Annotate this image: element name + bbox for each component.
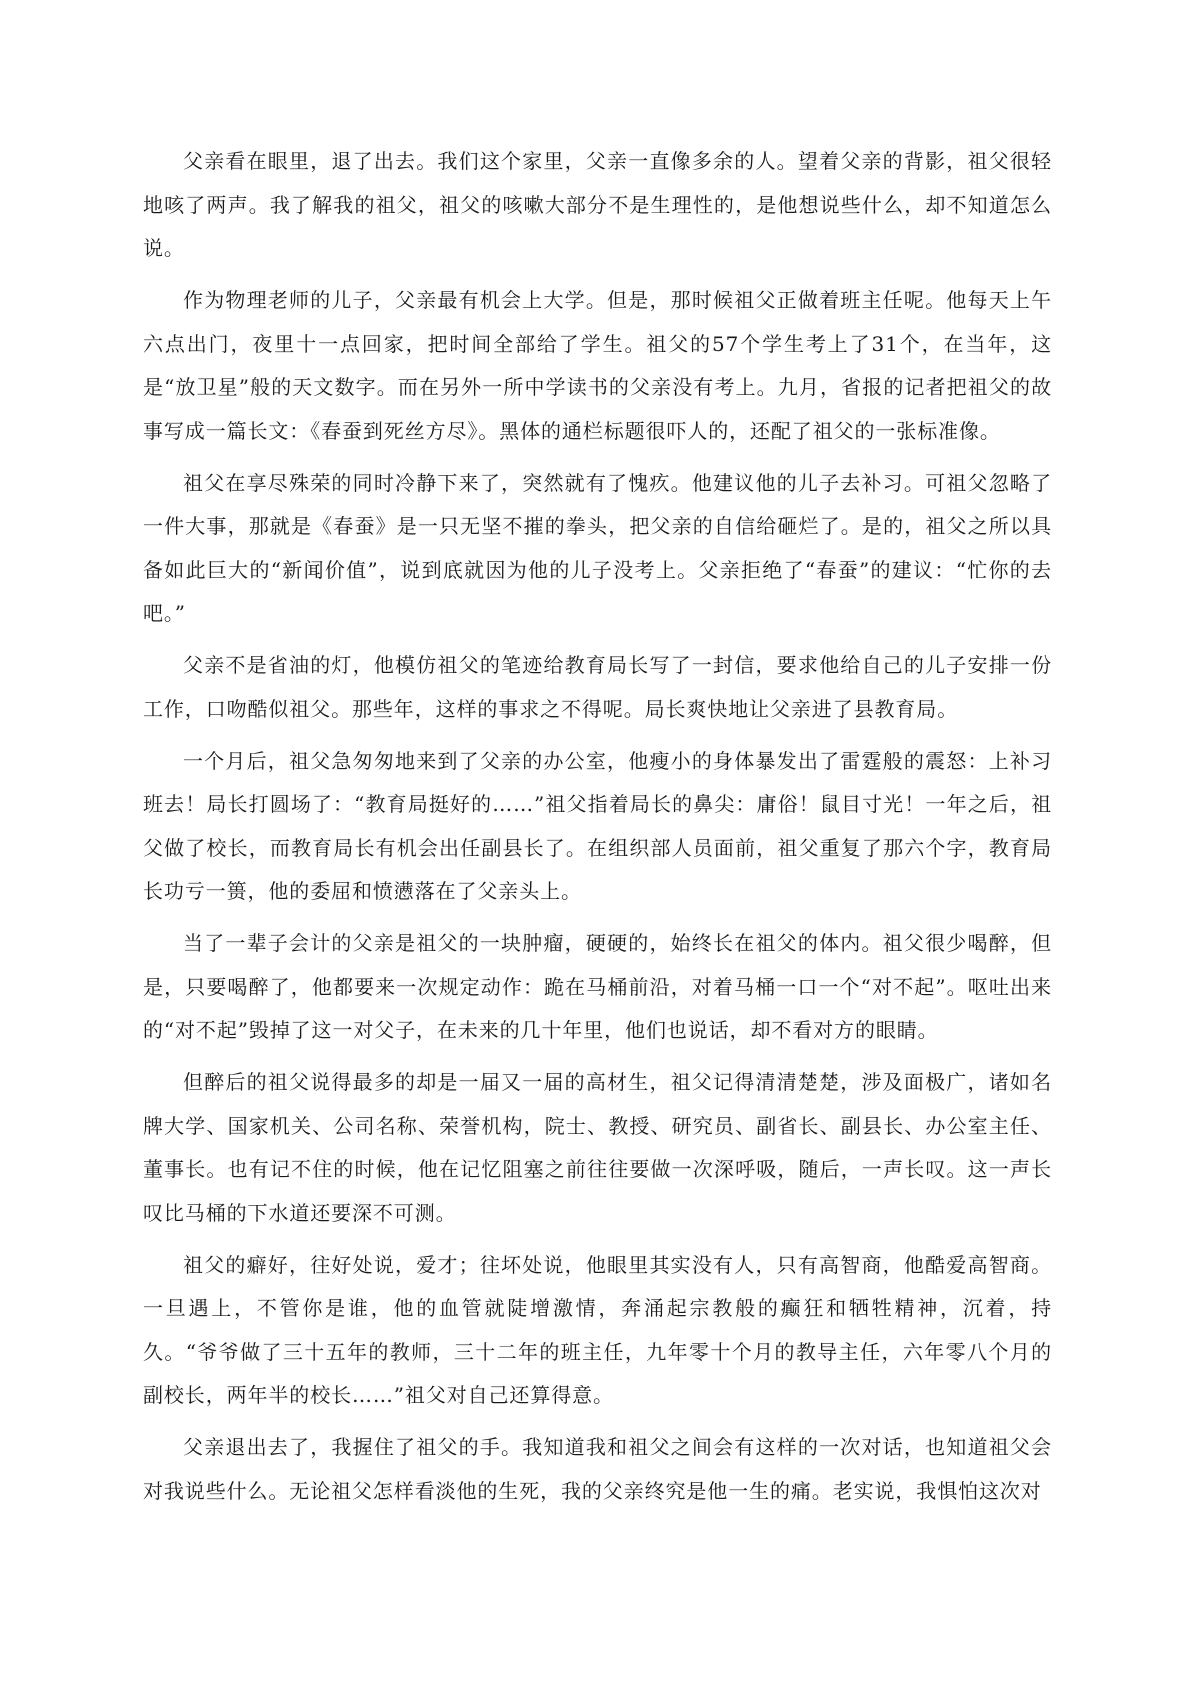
paragraph: 父亲退出去了，我握住了祖父的手。我知道我和祖父之间会有这样的一次对话，也知道祖父会对我说些什么。无论祖父怎样看淡他的生死，我的父亲终究是他一生的痛。老实说，我惧怕这次对: [143, 1435, 1052, 1503]
paragraph: 作为物理老师的儿子，父亲最有机会上大学。但是，那时候祖父正做着班主任呢。他每天上午六点出门，夜里十一点回家，把时间全部给了学生。祖父的57个学生考上了31个，在当年，这是“放卫星”般的天文数字。而在另外一所中学读书的父亲没有考上。九月，省报的记者把祖父的故事写成一篇长文：《春蚕到死丝方尽》。黑体的通栏标题很吓人的，还配了祖父的一张标准像。: [143, 288, 1052, 443]
paragraph: 祖父的癖好，往好处说，爱才；往坏处说，他眼里其实没有人，只有高智商，他酷爱高智商。一旦遇上，不管你是谁，他的血管就陡增激情，奔涌起宗教般的癫狂和牺牲精神，沉着，持久。“爷爷做了三十五年的教师，三十二年的班主任，九年零十个月的教导主任，六年零八个月的副校长，两年半的校长……”祖父对自己还算得意。: [143, 1252, 1052, 1407]
paragraph: 一个月后，祖父急匆匆地来到了父亲的办公室，他瘦小的身体暴发出了雷霆般的震怒：上补习班去！局长打圆场了：“教育局挺好的……”祖父指着局长的鼻尖：庸俗！鼠目寸光！一年之后，祖父做了校长，而教育局长有机会出任副县长了。在组织部人员面前，祖父重复了那六个字，教育局长功亏一篑，他的委屈和愤懑落在了父亲头上。: [143, 748, 1052, 903]
paragraph: 当了一辈子会计的父亲是祖父的一块肿瘤，硬硬的，始终长在祖父的体内。祖父很少喝醉，但是，只要喝醉了，他都要来一次规定动作：跪在马桶前沿，对着马桶一口一个“对不起”。呕吐出来的“对不起”毁掉了这一对父子，在未来的几十年里，他们也说话，却不看对方的眼睛。: [143, 931, 1052, 1042]
paragraph: 父亲看在眼里，退了出去。我们这个家里，父亲一直像多余的人。望着父亲的背影，祖父很轻地咳了两声。我了解我的祖父，祖父的咳嗽大部分不是生理性的，是他想说些什么，却不知道怎么说。: [143, 149, 1052, 260]
document-body: [143, 140, 1052, 1522]
paragraph: 父亲不是省油的灯，他模仿祖父的笔迹给教育局长写了一封信，要求他给自己的儿子安排一份工作，口吻酷似祖父。那些年，这样的事求之不得呢。局长爽快地让父亲进了县教育局。: [143, 653, 1052, 721]
paragraph: 但醉后的祖父说得最多的却是一届又一届的高材生，祖父记得清清楚楚，涉及面极广，诸如名牌大学、国家机关、公司名称、荣誉机构，院士、教授、研究员、副省长、副县长、办公室主任、董事长。也有记不住的时候，他在记忆阻塞之前往往要做一次深呼吸，随后，一声长叹。这一声长叹比马桶的下水道还要深不可测。: [143, 1070, 1052, 1225]
paragraph: 祖父在享尽殊荣的同时冷静下来了，突然就有了愧疚。他建议他的儿子去补习。可祖父忽略了一件大事，那就是《春蚕》是一只无坚不摧的拳头，把父亲的自信给砸烂了。是的，祖父之所以具备如此巨大的“新闻价值”，说到底就因为他的儿子没考上。父亲拒绝了“春蚕”的建议：“忙你的去吧。”: [143, 470, 1052, 625]
